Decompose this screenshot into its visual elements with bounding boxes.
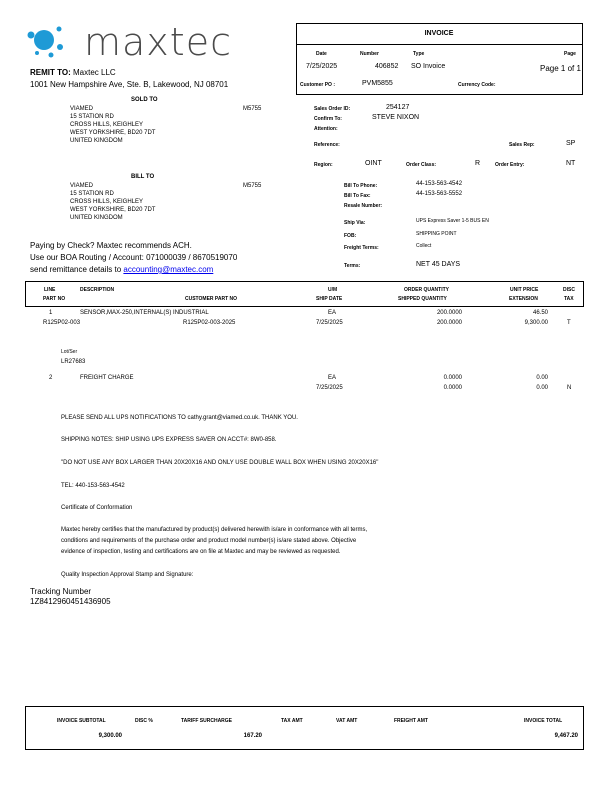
- sold-to-line: WEST YORKSHIRE, BD20 7DT: [70, 130, 156, 136]
- note-box-size: "DO NOT USE ANY BOX LARGER THAN 20X20X16 AND ONLY USE DOUBLE WALL BOX WHEN USING 20X20X16": [61, 460, 379, 466]
- bill-to-line: WEST YORKSHIRE, BD20 7DT: [70, 207, 156, 213]
- bill-to-code: M5755: [243, 183, 262, 189]
- ship-via-label: Ship Via:: [344, 220, 366, 226]
- invoice-date-label: Date: [316, 51, 327, 57]
- row-1-customer-part: R125P02-003-2025: [183, 320, 236, 326]
- invoice-number-label: Number: [360, 51, 379, 57]
- cert-text-line: evidence of inspection, testing and certifications are on file at Maxtec and may be reviewed as requested.: [61, 549, 341, 555]
- order-class: R: [475, 160, 481, 167]
- payment-line-1: Paying by Check? Maxtec recommends ACH.: [30, 241, 192, 250]
- region-label: Region:: [314, 162, 333, 168]
- bill-to-line: CROSS HILLS, KEIGHLEY: [70, 199, 144, 205]
- subtotal: 9,300.00: [98, 733, 122, 739]
- row-1-line: 1: [49, 310, 53, 316]
- note-certificate-heading: Certificate of Conformation: [61, 505, 133, 511]
- col-order-qty: ORDER QUANTITY: [404, 287, 449, 293]
- order-entry-label: Order Entry:: [495, 162, 525, 168]
- payment-line-2: Use our BOA Routing / Account: 071000039 / 8670519070: [30, 253, 238, 262]
- sold-to-line: CROSS HILLS, KEIGHLEY: [70, 122, 144, 128]
- subtotal-label: INVOICE SUBTOTAL: [57, 718, 106, 724]
- freight-terms: Collect: [416, 243, 432, 249]
- invoice-page-label: Page: [564, 51, 576, 57]
- col-um: U/M: [328, 287, 338, 293]
- col-line: LINE: [44, 287, 56, 293]
- col-description: DESCRIPTION: [80, 287, 115, 293]
- remit-to-line: [30, 68, 116, 77]
- currency-label: Currency Code:: [458, 82, 496, 88]
- fob: SHIPPING POINT: [416, 231, 457, 237]
- row-2-line: 2: [49, 375, 53, 381]
- col-extension: EXTENSION: [509, 296, 538, 302]
- row-1-um: EA: [328, 310, 337, 316]
- signature-label: Quality Inspection Approval Stamp and Signature:: [61, 572, 194, 578]
- row-1-shipped-qty: 200.0000: [436, 320, 462, 326]
- lot-label: Lot/Ser: [61, 349, 78, 355]
- resale-label: Resale Number:: [344, 203, 383, 209]
- terms-label: Terms:: [344, 263, 361, 269]
- region: OINT: [365, 160, 382, 167]
- bill-fax: 44-153-563-5552: [416, 191, 463, 197]
- col-shipped-qty: SHIPPED QUANTITY: [398, 296, 447, 302]
- tariff-label: TARIFF SURCHARGE: [181, 718, 233, 724]
- sales-order-label: Sales Order ID:: [314, 106, 351, 112]
- bill-phone-label: Bill To Phone:: [344, 183, 378, 189]
- col-tax: TAX: [564, 296, 574, 302]
- terms: NET 45 DAYS: [416, 261, 461, 268]
- logo: [22, 20, 257, 64]
- attention-label: Attention:: [314, 126, 338, 132]
- remit-address: 1001 New Hampshire Ave, Ste. B, Lakewood, NJ 08701: [30, 80, 229, 89]
- vat-label: VAT AMT: [336, 718, 358, 724]
- tracking-number: 1Z8412960451436905: [30, 597, 111, 606]
- invoice-type: SO Invoice: [411, 63, 446, 70]
- sold-to-code: M5755: [243, 106, 262, 112]
- row-1-tax: T: [567, 320, 571, 326]
- logo-wordmark: maxtec: [84, 20, 232, 64]
- row-1-unit-price: 46.50: [532, 310, 548, 316]
- invoice-title: INVOICE: [424, 30, 454, 37]
- invoice-date: 7/25/2025: [306, 63, 338, 70]
- customer-po-label: Customer PO :: [300, 82, 336, 88]
- bill-to-label: BILL TO: [131, 174, 155, 180]
- note-shipping: SHIPPING NOTES: SHIP USING UPS EXPRESS SAVER ON ACCT#: 8W0-858.: [61, 437, 277, 443]
- order-entry: NT: [566, 160, 576, 167]
- row-2-shipped-qty: 0.0000: [443, 385, 462, 391]
- ship-via: UPS Express Saver 1-5 BUS EN: [416, 218, 489, 224]
- sales-rep-label: Sales Rep:: [509, 142, 535, 148]
- remit-company: Maxtec LLC: [72, 68, 116, 77]
- invoice-number: 406852: [375, 63, 399, 70]
- bill-to-line: VIAMED: [70, 183, 94, 189]
- totals-box: [25, 706, 584, 750]
- sold-to-label: SOLD TO: [131, 97, 158, 103]
- row-2-um: EA: [328, 375, 337, 381]
- row-1-extension: 9,300.00: [524, 320, 548, 326]
- lot-value: LR27683: [61, 359, 86, 365]
- sold-to-line: UNITED KINGDOM: [70, 138, 123, 144]
- remit-label: REMIT TO:: [30, 68, 71, 77]
- tax-label: TAX AMT: [281, 718, 303, 724]
- cert-text-line: Maxtec hereby certifies that the manufactured by product(s) delivered herewith is/are in conformance with all terms,: [61, 527, 368, 533]
- payment-line-3: [30, 265, 213, 274]
- invoice-page: Page 1 of 1: [540, 64, 581, 73]
- tariff: 167.20: [243, 733, 262, 739]
- col-disc: DISC: [563, 287, 575, 293]
- fob-label: FOB:: [344, 233, 357, 239]
- invoice-type-label: Type: [413, 51, 425, 57]
- total: 9,467.20: [554, 733, 578, 739]
- accounting-email-link[interactable]: accounting@maxtec.com: [123, 265, 214, 274]
- confirm-to: STEVE NIXON: [372, 114, 420, 121]
- order-class-label: Order Class:: [406, 162, 437, 168]
- disc-label: DISC %: [135, 718, 153, 724]
- bill-to-line: 15 STATION RD: [70, 191, 114, 197]
- maxtec-logo-icon: [22, 20, 82, 64]
- note-ups-notifications: PLEASE SEND ALL UPS NOTIFICATIONS TO cathy.grant@viamed.co.uk. THANK YOU.: [61, 415, 298, 421]
- row-1-order-qty: 200.0000: [436, 310, 462, 316]
- reference-label: Reference:: [314, 142, 340, 148]
- sales-order: 254127: [386, 104, 410, 111]
- row-2-tax: N: [567, 385, 572, 391]
- confirm-to-label: Confirm To:: [314, 116, 342, 122]
- payment-line-3-prefix: send remittance details to: [30, 265, 124, 274]
- row-2-extension: 0.00: [536, 385, 548, 391]
- bill-phone: 44-153-563-4542: [416, 181, 463, 187]
- bill-fax-label: Bill To Fax:: [344, 193, 371, 199]
- freight-amt-label: FREIGHT AMT: [394, 718, 428, 724]
- row-2-description: FREIGHT CHARGE: [80, 375, 134, 381]
- tracking-label: Tracking Number: [30, 587, 92, 596]
- sold-to-line: 15 STATION RD: [70, 114, 114, 120]
- col-ship-date: SHIP DATE: [316, 296, 343, 302]
- sales-rep: SP: [566, 140, 576, 147]
- note-tel: TEL: 440-153-563-4542: [61, 483, 125, 489]
- row-1-description: SENSOR,MAX-250,INTERNAL(S) INDUSTRIAL: [80, 310, 209, 316]
- row-1-ship-date: 7/25/2025: [316, 320, 343, 326]
- sold-to-line: VIAMED: [70, 106, 94, 112]
- bill-to-line: UNITED KINGDOM: [70, 215, 123, 221]
- customer-po: PVM5855: [362, 80, 393, 87]
- row-2-unit-price: 0.00: [536, 375, 548, 381]
- col-customer-part: CUSTOMER PART NO: [185, 296, 238, 302]
- items-table-header: [25, 281, 584, 307]
- col-part-no: PART NO: [43, 296, 66, 302]
- row-1-part-no: R125P02-003: [43, 320, 81, 326]
- freight-terms-label: Freight Terms:: [344, 245, 379, 251]
- row-2-ship-date: 7/25/2025: [316, 385, 343, 391]
- total-label: INVOICE TOTAL: [524, 718, 563, 724]
- col-unit-price: UNIT PRICE: [510, 287, 539, 293]
- cert-text-line: conditions and requirements of the purchase order and product model number(s) is/are stated above. Objective: [61, 538, 357, 544]
- row-2-order-qty: 0.0000: [443, 375, 462, 381]
